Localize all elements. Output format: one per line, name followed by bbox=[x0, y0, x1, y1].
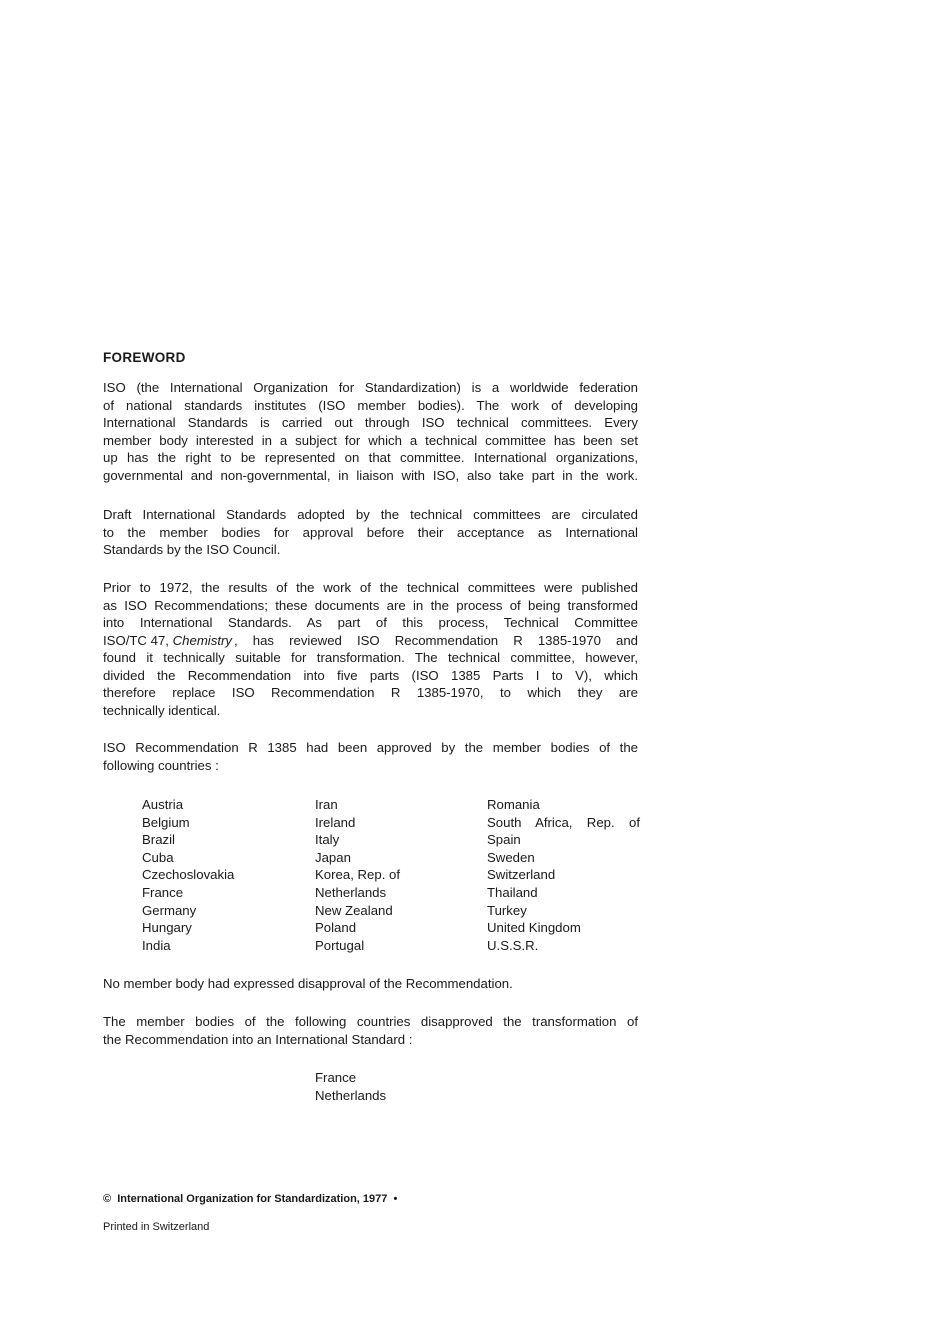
paragraph-iso-intro bbox=[103, 379, 638, 484]
no-disapproval-note bbox=[103, 975, 638, 993]
country: Belgium bbox=[142, 814, 190, 830]
paragraph-prior-1972 bbox=[103, 579, 638, 719]
text-line: The member bodies of the following countries disapproved the transformation of bbox=[103, 1014, 638, 1029]
text-line: Prior to 1972, the results of the work of the technical committees were published bbox=[103, 580, 638, 595]
country: Thailand bbox=[487, 884, 538, 900]
text-line: member body interested in a subject for which a technical committee has been set bbox=[103, 432, 638, 448]
text-line: International Standards is carried out through ISO technical committees. Every bbox=[103, 415, 638, 430]
country: Japan bbox=[315, 849, 351, 865]
country: Poland bbox=[315, 920, 357, 936]
country-column-2 bbox=[315, 796, 400, 954]
text-line: following countries : bbox=[103, 757, 219, 773]
text-fragment: , has reviewed ISO Recommendation R 1385-1970 and bbox=[233, 632, 638, 648]
country: Spain bbox=[487, 832, 521, 848]
country: Iran bbox=[315, 797, 338, 812]
committee-name: Chemistry bbox=[172, 632, 232, 648]
text-line: divided the Recommendation into five parts (ISO 1385 Parts I to V), which bbox=[103, 667, 638, 683]
country: France bbox=[315, 1070, 357, 1085]
country: Austria bbox=[142, 797, 184, 812]
paragraph-disapproval bbox=[103, 1013, 638, 1048]
country-column-1 bbox=[142, 796, 234, 954]
text-line: up has the right to be represented on that committee. International organizations, bbox=[103, 450, 638, 465]
text-line: No member body had expressed disapproval of the Recommendation. bbox=[103, 976, 513, 991]
country: New Zealand bbox=[315, 902, 393, 918]
country: Portugal bbox=[315, 937, 365, 953]
country: Cuba bbox=[142, 849, 174, 865]
country: South Africa, Rep. of bbox=[487, 814, 640, 830]
country: France bbox=[142, 884, 184, 900]
country: Czechoslovakia bbox=[142, 867, 235, 883]
text-line: the Recommendation into an International Standard : bbox=[103, 1031, 413, 1047]
text-fragment: ISO/TC 47, bbox=[103, 632, 173, 648]
text-line: found it technically suitable for transformation. The technical committee, however, bbox=[103, 650, 638, 665]
country: Sweden bbox=[487, 849, 535, 865]
text-line bbox=[103, 632, 638, 650]
country: India bbox=[142, 937, 171, 953]
text-line: technically identical. bbox=[103, 702, 221, 718]
printed-in: Printed in Switzerland bbox=[103, 1221, 210, 1233]
text-line: Draft International Standards adopted by the technical committees are circulated bbox=[103, 507, 638, 522]
country: Ireland bbox=[315, 814, 356, 830]
country: Romania bbox=[487, 797, 540, 812]
paragraph-approval bbox=[103, 739, 638, 774]
paragraph-draft-standards bbox=[103, 506, 638, 559]
text-line: ISO (the International Organization for Standardization) is a worldwide federation bbox=[103, 380, 638, 395]
country: United Kingdom bbox=[487, 920, 581, 936]
country: Germany bbox=[142, 902, 197, 918]
text-line: ISO Recommendation R 1385 had been approved by the member bodies of the bbox=[103, 740, 638, 755]
disapproving-countries bbox=[315, 1069, 386, 1104]
country: Netherlands bbox=[315, 1087, 387, 1103]
text-line: to the member bodies for approval before their acceptance as International bbox=[103, 524, 638, 540]
country: Turkey bbox=[487, 902, 527, 918]
text-line: therefore replace ISO Recommendation R 1385-1970, to which they are bbox=[103, 685, 638, 700]
country-column-3 bbox=[487, 796, 640, 954]
country: Netherlands bbox=[315, 884, 387, 900]
country: Switzerland bbox=[487, 867, 556, 883]
text-line: into International Standards. As part of this process, Technical Committee bbox=[103, 615, 638, 630]
country: Italy bbox=[315, 832, 340, 848]
country: Korea, Rep. of bbox=[315, 867, 401, 883]
text-line: governmental and non-governmental, in liaison with ISO, also take part in the work. bbox=[103, 467, 638, 483]
copyright-notice: © International Organization for Standardization, 1977 • bbox=[103, 1193, 398, 1205]
text-line: of national standards institutes (ISO member bodies). The work of developing bbox=[103, 397, 638, 413]
foreword-heading: FOREWORD bbox=[103, 350, 186, 365]
text-line: as ISO Recommendations; these documents are in the process of being transformed bbox=[103, 597, 638, 613]
text-line: Standards by the ISO Council. bbox=[103, 542, 281, 557]
country: U.S.S.R. bbox=[487, 937, 539, 953]
country: Hungary bbox=[142, 920, 192, 936]
country: Brazil bbox=[142, 832, 175, 848]
